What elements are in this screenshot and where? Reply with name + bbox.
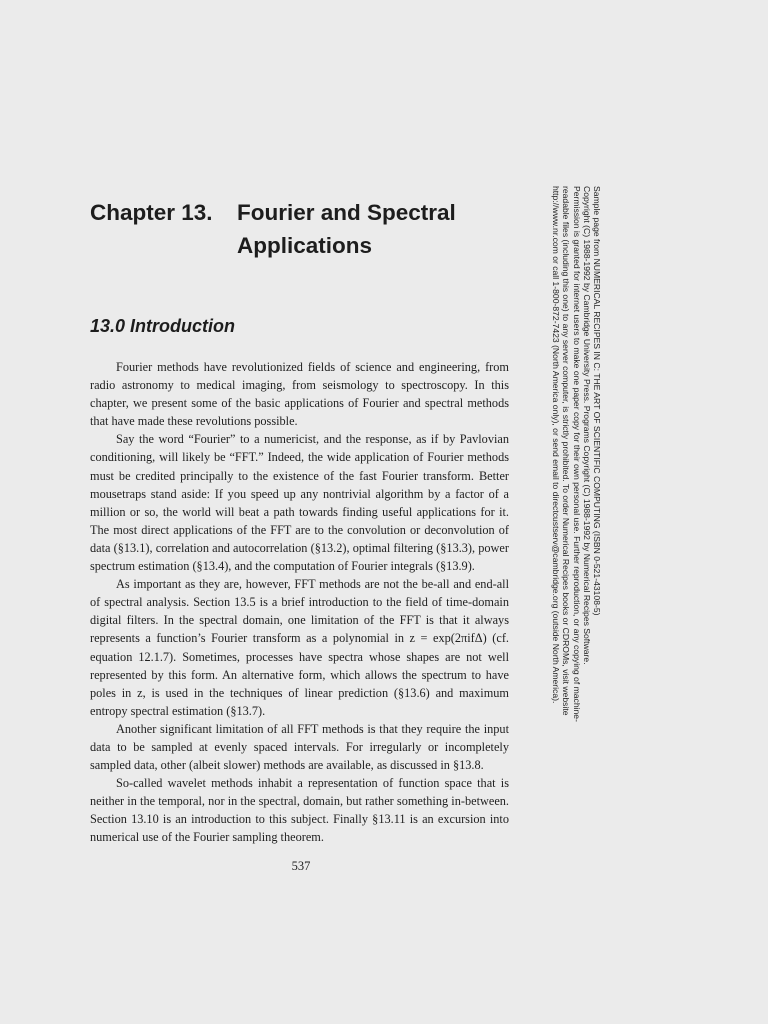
paragraph-4: Another significant limitation of all FFT methods is that they require the input data to be sampled at evenly spaced intervals. For irregularly or incompletely sampled data, other (albeit slower) methods are available, as discussed in §13.8.: [90, 721, 509, 773]
section-heading: 13.0 Introduction: [90, 316, 236, 336]
sidebar-line-2: Copyright (C) 1988-1992 by Cambridge University Press. Programs Copyright (C) 1988-1992 by Numerical Recipes Software.: [581, 186, 592, 665]
chapter-title-line2: Applications: [237, 233, 373, 258]
chapter-title: [90, 196, 530, 262]
chapter-number: Chapter 13.: [90, 200, 213, 225]
copyright-sidebar: [522, 186, 602, 732]
page-number: 537: [291, 859, 311, 873]
sidebar-line-1: Sample page from NUMERICAL RECIPES IN C: THE ART OF SCIENTIFIC COMPUTING (ISBN 0-521-43108-5): [592, 186, 602, 616]
chapter-title-line1: Fourier and Spectral: [237, 200, 456, 225]
sidebar-line-4: readable files (including this one) to any server computer, is strictly prohibited. To order Numerical Recipes books or CDROMs, visit website: [561, 186, 572, 716]
body-text: [90, 358, 509, 847]
paragraph-2: Say the word “Fourier” to a numericist, and the response, as if by Pavlovian conditioning, will likely be “FFT.” Indeed, the wide application of Fourier methods must be credited principally to the existence of the fast Fourier transform. Better mousetraps stand aside: If you speed up any nontrivial algorithm by a factor of a million or so, the world will beat a path towards finding useful applications for it. The most direct applications of the FFT are to the convolution or deconvolution of data (§13.1), correlation and autocorrelation (§13.2), optimal filtering (§13.3), power spectrum estimation (§13.4), and the computation of Fourier integrals (§13.9).: [90, 432, 509, 574]
paragraph-5: So-called wavelet methods inhabit a representation of function space that is neither in the temporal, nor in the spectral, domain, but rather something in-between. Section 13.10 is an introduction to this subject. Finally §13.11 is an excursion into numerical use of the Fourier sampling theorem.: [90, 776, 509, 845]
sidebar-line-3: Permission is granted for internet users to make one paper copy for their own personal use. Further reproduction, or any copying of machine-: [571, 186, 582, 722]
paragraph-3: As important as they are, however, FFT methods are not the be-all and end-all of spectral analysis. Section 13.5 is a brief introduction to the field of time-domain digital filters. In the spectral domain, one limitation of the FFT is that it always represents a function’s Fourier transform as a polynomial in z = exp(2πifΔ) (cf. equation 12.1.7). Sometimes, processes have spectra whose shapes are not well represented by this form. An alternative form, which allows the spectrum to have poles in z, is used in the techniques of linear prediction (§13.6) and maximum entropy spectral estimation (§13.7).: [90, 577, 509, 718]
paragraph-1: Fourier methods have revolutionized fields of science and engineering, from radio astronomy to medical imaging, from seismology to spectroscopy. In this chapter, we present some of the basic applications of Fourier and spectral methods that have made these revolutions possible.: [90, 360, 509, 429]
sidebar-line-5: http://www.nr.com or call 1-800-872-7423 (North America only), or send email to directcustserv@cambridge.org (outside North America).: [551, 186, 562, 704]
